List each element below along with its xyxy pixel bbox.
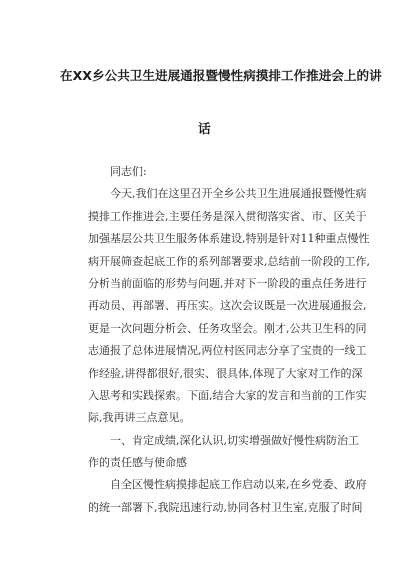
paragraph-line: 分析当前面临的形势与问题,并对下一阶段的重点任务进行 [88, 276, 367, 290]
paragraph-line: 志通报了总体进展情况,两位村医同志分享了宝贵的一线工 [88, 344, 367, 358]
paragraph-line: 的统一部署下,我院迅速行动,协同各村卫生室,克服了时间 [88, 500, 363, 514]
section-heading-line: 一、肯定成绩,深化认识,切实增强做好慢性病防治工 [110, 433, 359, 447]
paragraph-line: 自全区慢性病摸排起底工作启动以来,在乡党委、政府 [110, 478, 367, 492]
section-heading-line: 作的责任感与使命感 [88, 456, 187, 470]
paragraph-line: 病开展筛查起底工作的系列部署要求,总结前一阶段的工作, [88, 254, 370, 268]
paragraph-line: 再动员、再部署、再压实。这次会议既是一次进展通报会, [88, 299, 367, 313]
salutation: 同志们: [110, 165, 147, 178]
document-title-line-2: 话 [198, 121, 211, 136]
document-title-line-1: 在XX乡公共卫生进展通报暨慢性病摸排工作推进会上的讲 [60, 68, 382, 83]
document-body [88, 161, 370, 519]
paragraph-line: 摸排工作推进会,主要任务是深入贯彻落实省、市、区关于 [88, 209, 367, 223]
paragraph-line: 入思考和实践探索。下面,结合大家的发言和当前的工作实 [88, 388, 367, 402]
paragraph-line: 际,我再讲三点意见。 [88, 411, 191, 425]
paragraph-line: 更是一次问题分析会、任务攻坚会。刚才,公共卫生科的同 [88, 321, 367, 335]
paragraph-line: 加强基层公共卫生服务体系建设,特别是针对11种重点慢性 [88, 232, 370, 246]
paragraph-line: 今天,我们在这里召开全乡公共卫生进展通报暨慢性病 [110, 187, 367, 201]
paragraph-line: 作经验,讲得都很好,很实、很具体,体现了大家对工作的深 [88, 366, 363, 380]
